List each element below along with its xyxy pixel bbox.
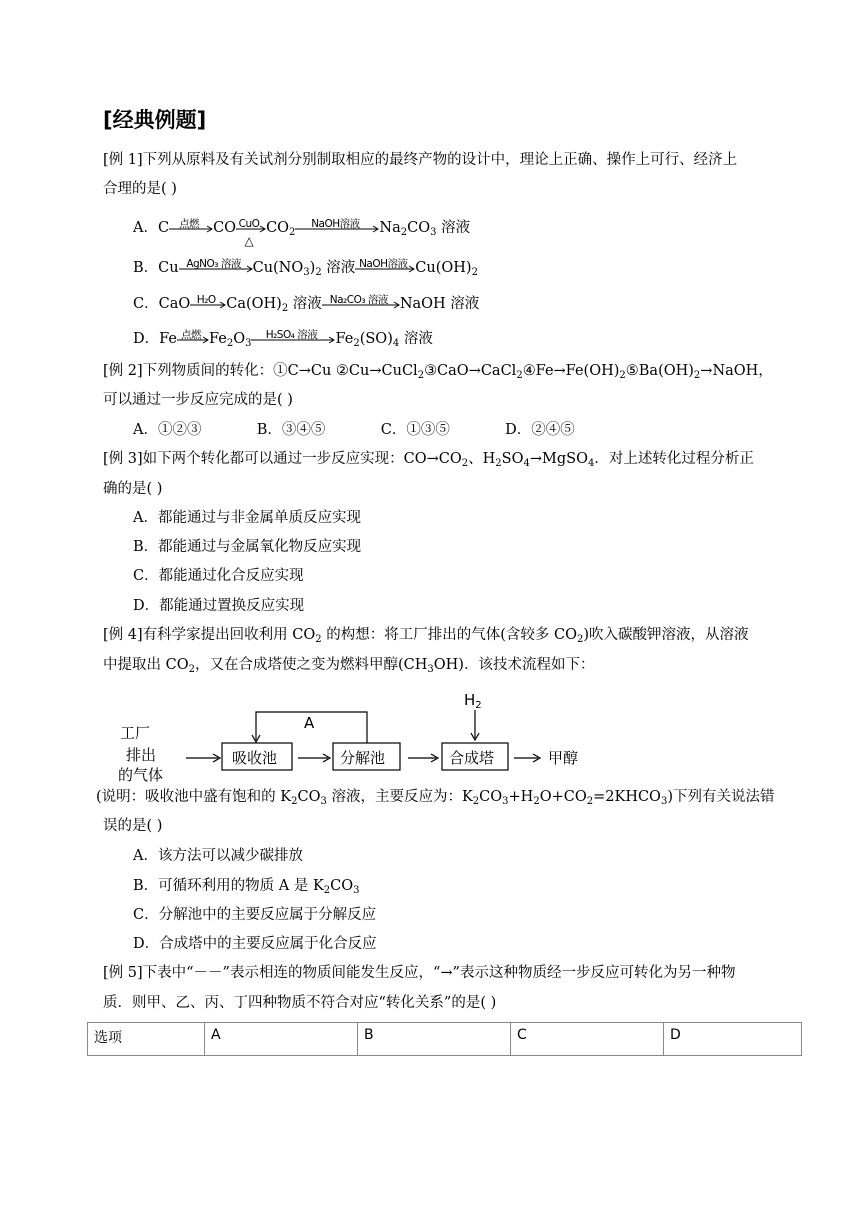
ex4-option-b: B．可循环利用的物质 A 是 $K_2CO_3$ xyxy=(133,878,360,896)
table-header-cell: C xyxy=(511,1023,664,1056)
ex4-option-a: A．该方法可以减少碳排放 xyxy=(133,848,303,864)
diagram-factory-label-3: 的气体 xyxy=(118,766,164,784)
ex1-option-c: C．CaO H₂O $Ca(OH)_2$ 溶液 Na₂CO₃ 溶液 NaOH 溶液 xyxy=(133,294,480,314)
ex3-option-c: C．都能通过化合反应实现 xyxy=(133,568,304,584)
reaction-arrow: AgNO₃ 溶液 xyxy=(179,258,253,278)
ex2-stem-line2: 可以通过一步反应完成的是( ) xyxy=(103,392,293,408)
recycle-substance-label: A xyxy=(304,714,315,732)
hydrogen-label: $H_2$ xyxy=(464,691,482,711)
ex4-stem-line2: 中提取出 $CO_2$，又在合成塔使之变为燃料甲醇$(CH_3OH)$．该技术流程如下： xyxy=(103,657,595,675)
diagram-factory-label-1: 工厂 xyxy=(120,724,151,742)
ex1-stem-line1: [例 1]下列从原料及有关试剂分别制取相应的最终产物的设计中，理论上正确、操作上可行、经济上 xyxy=(103,152,738,168)
ex2-options: A．①②③ B．③④⑤ C．①③⑤ D．②④⑤ xyxy=(133,422,575,438)
table-header-cell: D xyxy=(664,1023,802,1056)
synthesis-tower-label: 合成塔 xyxy=(449,749,495,767)
reaction-arrow: 点燃 xyxy=(177,329,209,349)
table-header-cell: A xyxy=(205,1023,358,1056)
reaction-arrow: 点燃 xyxy=(169,218,213,238)
ex3-option-d: D．都能通过置换反应实现 xyxy=(133,598,305,614)
reaction-arrow: H₂O xyxy=(190,294,226,314)
ex4-option-c: C．分解池中的主要反应属于分解反应 xyxy=(133,907,377,923)
ex1-stem-line2: 合理的是( ) xyxy=(103,181,177,197)
table-header-cell: 选项 xyxy=(88,1023,205,1056)
reaction-arrow-heat: CuO △ xyxy=(236,218,266,238)
reaction-arrow: H₂SO₄ 溶液 xyxy=(251,329,335,349)
ex1-option-b: B．Cu AgNO₃ 溶液 $Cu(NO_3)_2$ 溶液 NaOH溶液 $Cu(OH)_2$ xyxy=(133,258,478,278)
ex3-stem-line2: 确的是( ) xyxy=(103,481,163,497)
table-header-cell: B xyxy=(358,1023,511,1056)
ex4-stem-line1: [例 4]有科学家提出回收利用 $CO_2$ 的构想：将工厂排出的气体(含较多 $CO_2$)吹入碳酸钾溶液，从溶液 xyxy=(103,627,749,645)
ex3-stem-line1: [例 3]如下两个转化都可以通过一步反应实现：$CO\to CO_2$、$H_2SO_4\to MgSO_4$．对上述转化过程分析正 xyxy=(103,451,754,469)
diagram-factory-label-2: 排出 xyxy=(126,746,157,764)
ex4-note-line2: 误的是( ) xyxy=(103,818,163,834)
ex3-option-a: A．都能通过与非金属单质反应实现 xyxy=(133,510,361,526)
process-flow-diagram xyxy=(118,690,638,790)
ex3-option-b: B．都能通过与金属氧化物反应实现 xyxy=(133,539,362,555)
ex1-option-a: A．C 点燃 CO CuO △ $CO_2$ NaOH溶液 $Na_2CO_3$ 溶液 xyxy=(133,218,471,248)
ex1-option-d: D．Fe 点燃 $Fe_2O_3$ H₂SO₄ 溶液 $Fe_2(SO)_4$ 溶液 xyxy=(133,329,433,349)
absorption-tank-label: 吸收池 xyxy=(232,749,278,767)
reaction-arrow: NaOH溶液 xyxy=(355,258,415,278)
reaction-arrow: NaOH溶液 xyxy=(295,218,379,238)
ex4-option-d: D．合成塔中的主要反应属于化合反应 xyxy=(133,936,377,952)
ex4-note-line1: (说明：吸收池中盛有饱和的 $K_2CO_3$ 溶液，主要反应为：$K_2CO_3+H_2O+CO_2=2KHCO_3$)下列有关说法错 xyxy=(96,789,775,807)
ex2-stem-line1: [例 2]下列物质间的转化：①C→Cu $②Cu\to CuCl_2③CaO\to CaCl_2④Fe\to Fe(OH)_2⑤Ba(OH)_2\to NaOH$， xyxy=(103,363,773,381)
methanol-label: 甲醇 xyxy=(548,749,579,767)
ex5-options-table xyxy=(87,1022,802,1056)
section-heading: [经典例题] xyxy=(103,108,207,132)
reaction-arrow: Na₂CO₃ 溶液 xyxy=(322,294,400,314)
ex5-stem-line2: 质．则甲、乙、丙、丁四种物质不符合对应“转化关系”的是( ) xyxy=(103,995,497,1011)
table-row xyxy=(88,1023,802,1056)
decomposition-tank-label: 分解池 xyxy=(340,749,386,767)
ex5-stem-line1: [例 5]下表中“－－”表示相连的物质间能发生反应，“→”表示这种物质经一步反应可转化为另一种物 xyxy=(103,965,736,981)
